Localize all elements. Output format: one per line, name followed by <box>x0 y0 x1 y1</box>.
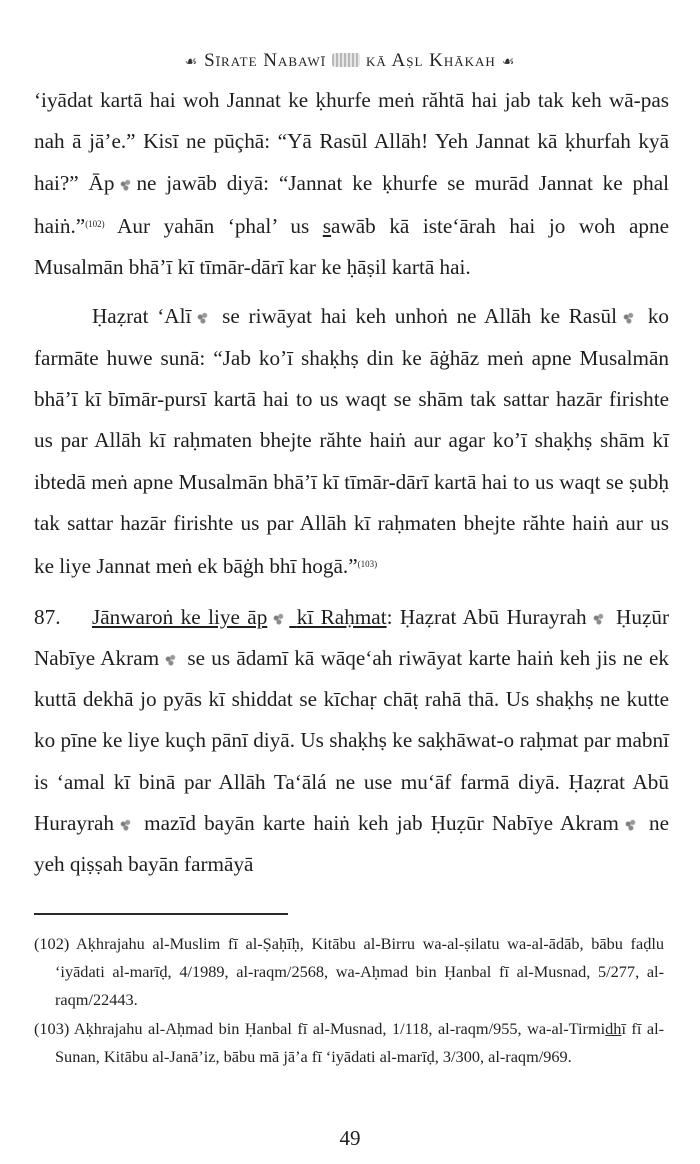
footnote-102: (102) Aḳhrajahu al-Muslim fī al-Ṣaḥīḥ, Kitābu al-Birru wa-al-ṣilatu wa-al-ādāb, bābu faḍlu ‘iyādati al-marīḍ, 4/1989, al-raqm/2568, wa-Aḥmad bin Ḥanbal fī al-Musnad, 5/277, al-raqm/22443. <box>34 934 664 1009</box>
paragraph-87: 87. Jānwaroṅ ke liye āp kī Raḥmat: Ḥaẓrat Abū Hurayrah Ḥuẓūr Nabīye Akram se us ādamī kā wāqe‘ah riwāyat karte haiṅ keh jis ne ek kuttā dekhā jo pyās kī shiddat se kīchaṛ chāṭ rahā thā. Us shaḳhṣ ne kutte ko pīne ke liye kuçh pānī diyā. Us shaḳhṣ ke saḳhāwat-o raḥmat par mabnī is ‘amal kī binā par Allāh Ta‘ālá ne use mu‘āf farmā diyā. Ḥaẓrat Abū Hurayrah mazīd bayān karte haiṅ keh jab Ḥuẓūr Nabīye Akram ne yeh qiṣṣah bayān farmāyā <box>34 597 669 886</box>
footnote-separator <box>34 913 288 915</box>
footnote-103: (103) Aḳhrajahu al-Aḥmad bin Ḥanbal fī al-Musnad, 1/118, al-raqm/955, wa-al-Tirmidhī fī al-Sunan, Kitābu al-Janā’iz, bābu mā jā’a fī ‘iyādati al-marīḍ, 3/300, al-raqm/969. <box>34 1019 665 1066</box>
footnotes <box>34 930 664 1072</box>
radiallahu-icon <box>116 816 134 832</box>
ornament-right-icon: ☙ <box>501 55 516 70</box>
section-heading: Jānwaroṅ ke liye āp kī Raḥmat <box>92 604 387 629</box>
salutation-icon <box>269 610 287 626</box>
header-title-left: Sīrate Nabawī <box>204 50 327 71</box>
salutation-seal-icon <box>332 53 360 67</box>
paragraph-1: ‘iyādat kartā hai woh Jannat ke ḳhurfe meṅ răhtā hai jab tak keh wā-pas nah ā jā’e.” Kisī ne pūçhā: “Yā Rasūl Allāh! Yeh Jannat kā ḳhurfah kyā hai?” Āp ne jawāb diyā: “Jannat ke ḳhurfe se murād Jannat ke phal haiṅ.”$^{(102)}$ Aur yahān ‘phal’ us sawāb kā iste‘ārah hai jo woh apne Musalmān bhā’ī kī tīmār-dārī kar ke ḥāṣil kartā hai. <box>34 88 669 280</box>
header-title-right: kā Aṣl Khākah <box>366 50 496 71</box>
radiallahu-icon <box>589 610 607 626</box>
salutation-icon <box>621 816 639 832</box>
footnote-ref-102[interactable]: (102) <box>85 218 105 229</box>
footnote-ref-103[interactable]: (103) <box>357 559 378 570</box>
salutation-icon <box>116 176 134 192</box>
running-header <box>0 50 700 72</box>
section-number: 87. <box>34 604 61 629</box>
radiallahu-icon <box>193 309 211 325</box>
page-number: 49 <box>339 1126 361 1150</box>
paragraph-2: Ḥaẓrat ‘Alī se riwāyat hai keh unhoṅ ne Allāh ke Rasūl ko farmāte huwe sunā: “Jab ko’ī shaḳhṣ din ke āġhāz meṅ apne Musalmān bhā’ī kī bīmār-pursī kartā hai to us waqt se shām tak sattar hazār firishte us par Allāh kī raḥmaten bhejte răhte haiṅ aur agar ko’ī shaḳhṣ shām kī ibtedā meṅ apne Musalmān bhā’ī kī tīmār-dārī kartā hai to us waqt se ṣubḥ tak sattar hazār firishte us par Allāh kī raḥmaten bhejte răhte haiṅ aur us ke liye Jannat meṅ ek bāġh bhī hogā.”$^{(103)}$ <box>34 304 669 579</box>
salutation-icon <box>161 651 179 667</box>
salutation-icon <box>619 309 637 325</box>
body-text <box>34 80 669 886</box>
ornament-left-icon: ☙ <box>184 55 199 70</box>
